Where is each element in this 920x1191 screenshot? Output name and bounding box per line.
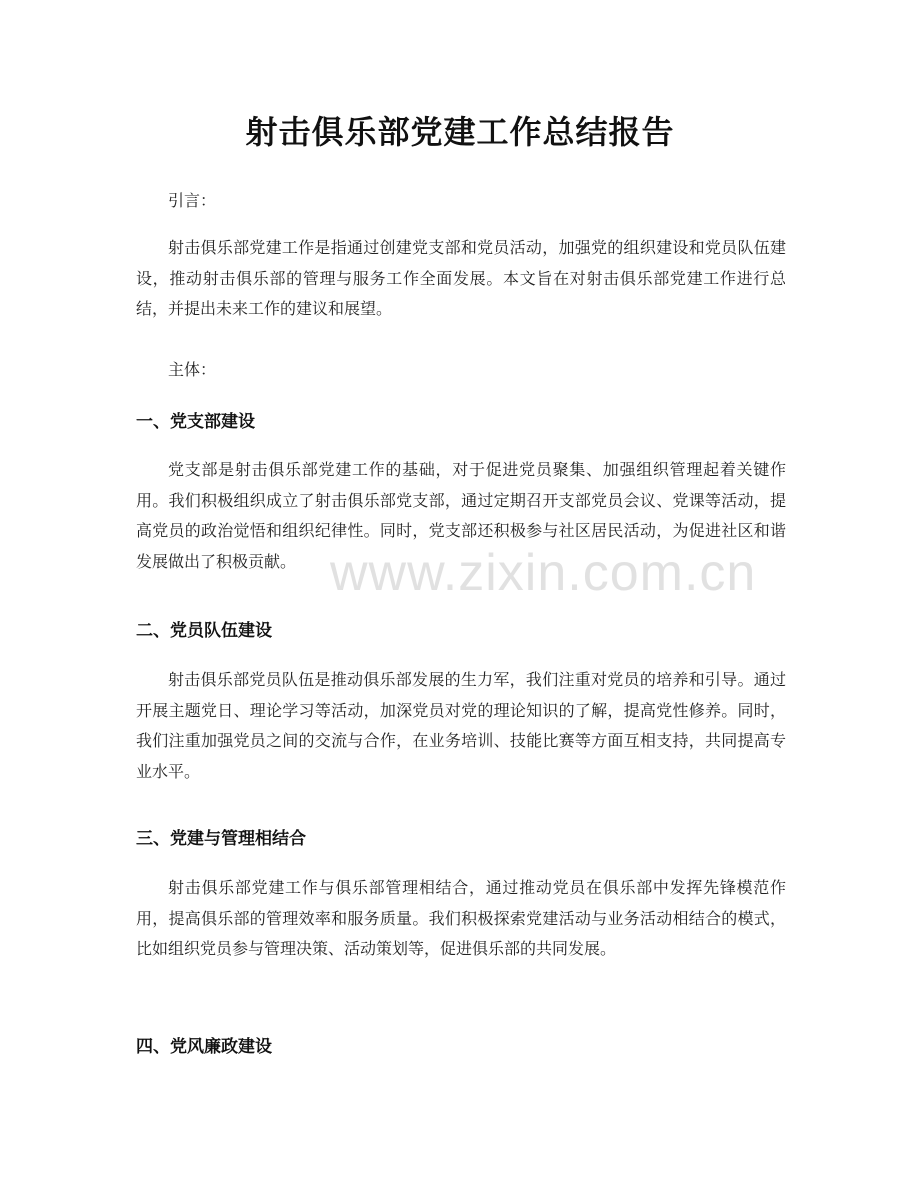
section-heading-2: 二、党员队伍建设 — [136, 621, 272, 641]
section-heading-3: 三、党建与管理相结合 — [136, 829, 306, 849]
document-title: 射击俱乐部党建工作总结报告 — [245, 113, 675, 151]
intro-paragraph: 射击俱乐部党建工作是指通过创建党支部和党员活动，加强党的组织建设和党员队伍建设，推动射击俱乐部的管理与服务工作全面发展。本文旨在对射击俱乐部党建工作进行总结，并提出未来工作的建议和展望。 — [136, 238, 786, 318]
body-label: 主体： — [168, 360, 217, 379]
section-heading-1: 一、党支部建设 — [136, 412, 255, 432]
section-paragraph-2: 射击俱乐部党员队伍是推动俱乐部发展的生力军，我们注重对党员的培养和引导。通过开展主题党日、理论学习等活动，加深党员对党的理论知识的了解，提高党性修养。同时，我们注重加强党员之间的交流与合作，在业务培训、技能比赛等方面互相支持，共同提高专业水平。 — [136, 670, 786, 781]
section-heading-4: 四、党风廉政建设 — [136, 1037, 272, 1057]
section-paragraph-1: 党支部是射击俱乐部党建工作的基础，对于促进党员聚集、加强组织管理起着关键作用。我们积极组织成立了射击俱乐部党支部，通过定期召开支部党员会议、党课等活动，提高党员的政治觉悟和组织纪律性。同时，党支部还积极参与社区居民活动，为促进社区和谐发展做出了积极贡献。 — [136, 460, 786, 571]
watermark-text: www.zixin.com.cn — [330, 544, 757, 602]
section-paragraph-3: 射击俱乐部党建工作与俱乐部管理相结合，通过推动党员在俱乐部中发挥先锋模范作用，提高俱乐部的管理效率和服务质量。我们积极探索党建活动与业务活动相结合的模式，比如组织党员参与管理决策、活动策划等，促进俱乐部的共同发展。 — [136, 878, 786, 958]
intro-label: 引言： — [168, 191, 217, 210]
